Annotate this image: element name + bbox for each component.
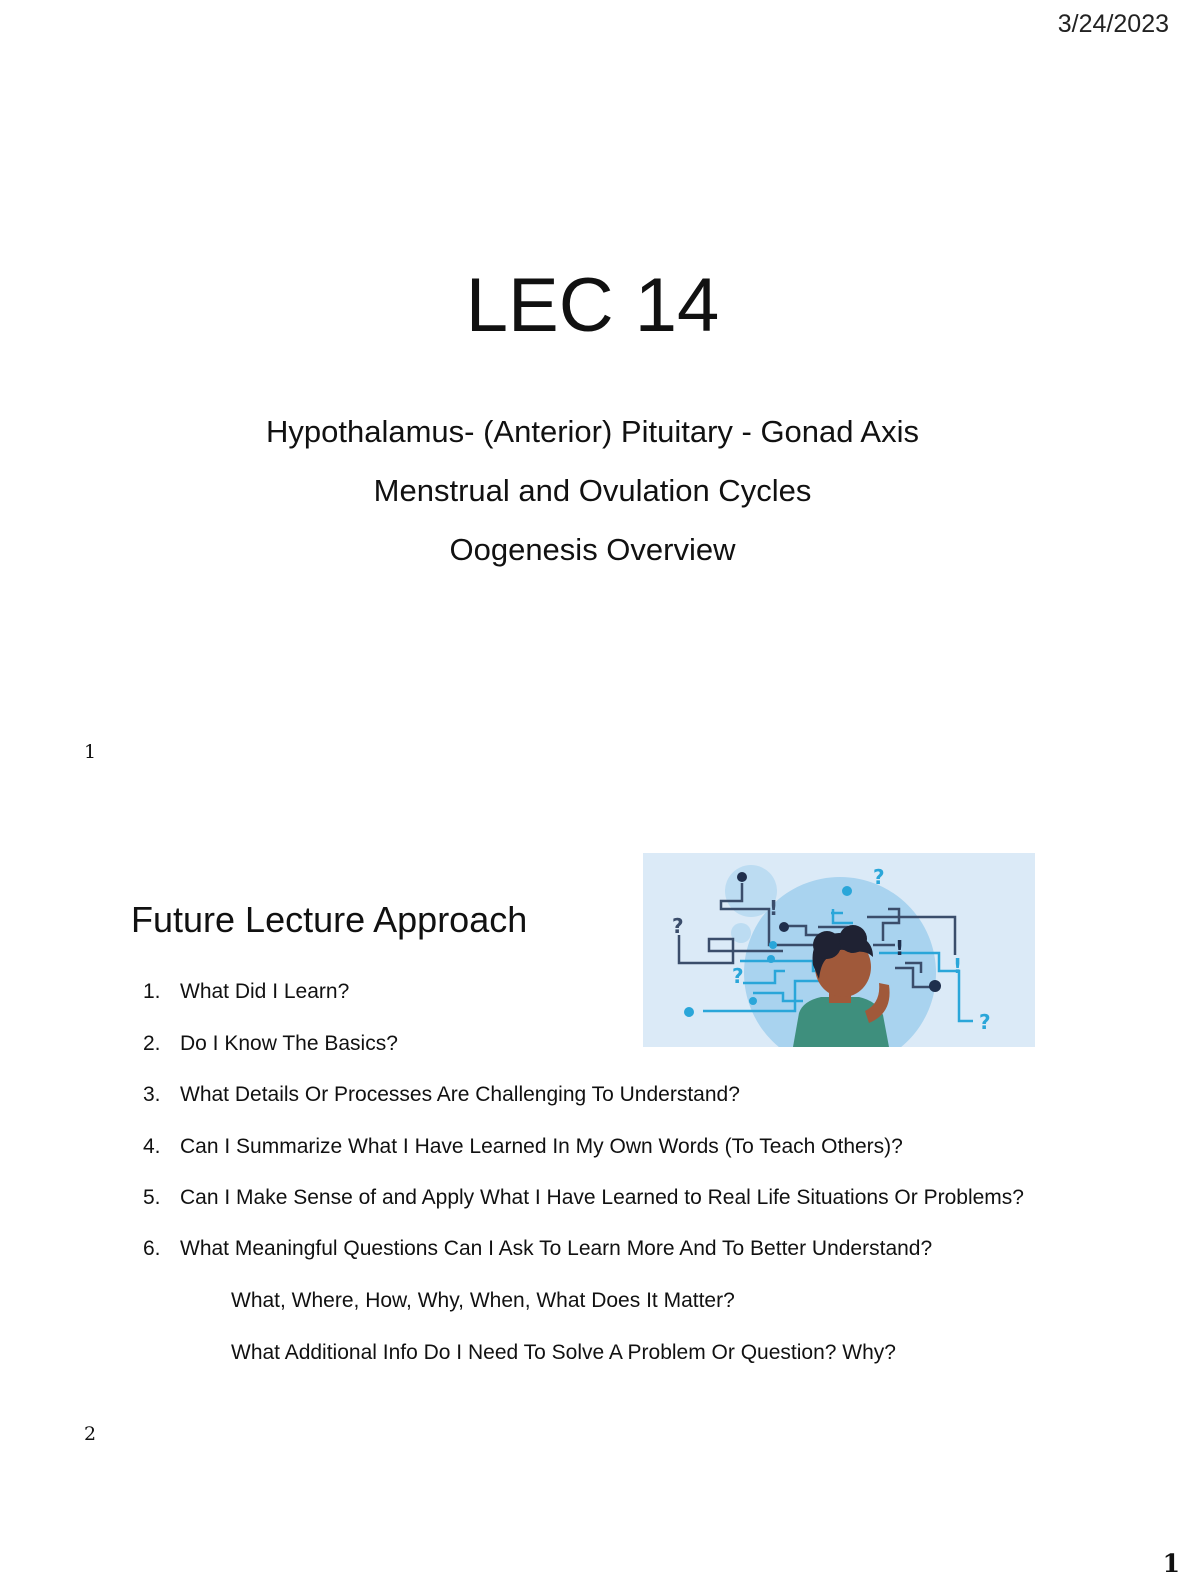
section-heading: Future Lecture Approach	[131, 899, 528, 940]
print-date: 3/24/2023	[1057, 10, 1169, 38]
svg-text:!: !	[769, 896, 779, 920]
svg-text:?: ?	[732, 964, 744, 988]
list-item: 4. Can I Summarize What I Have Learned In My Own Words (To Teach Others)?	[143, 1135, 903, 1158]
sub-item: What, Where, How, Why, When, What Does It Matter?	[231, 1289, 735, 1312]
list-item: 6. What Meaningful Questions Can I Ask To Learn More And To Better Understand?	[143, 1237, 933, 1260]
sub-item: What Additional Info Do I Need To Solve A Problem Or Question? Why?	[231, 1341, 896, 1364]
subtitle-line-2: Menstrual and Ovulation Cycles	[373, 473, 812, 508]
page-number: 1	[1162, 1549, 1180, 1578]
subtitle-line-1: Hypothalamus- (Anterior) Pituitary - Gonad Axis	[266, 414, 919, 449]
slide-number-2: 2	[84, 1423, 97, 1445]
svg-text:?: ?	[873, 865, 885, 889]
slide-number-1: 1	[84, 741, 97, 763]
slide-title: LEC 14	[465, 263, 720, 348]
svg-text:!: !	[895, 936, 905, 960]
svg-text:!: !	[953, 954, 963, 978]
list-item: 3. What Details Or Processes Are Challenging To Understand?	[143, 1083, 740, 1106]
list-item: 5. Can I Make Sense of and Apply What I Have Learned to Real Life Situations Or Problems?	[143, 1186, 1024, 1209]
subtitle-line-3: Oogenesis Overview	[449, 532, 736, 567]
list-item: 2. Do I Know The Basics?	[143, 1032, 398, 1055]
list-item: 1. What Did I Learn?	[143, 980, 350, 1003]
svg-text:?: ?	[979, 1010, 991, 1034]
svg-text:?: ?	[672, 914, 684, 938]
thinking-person-illustration	[643, 853, 1035, 1047]
